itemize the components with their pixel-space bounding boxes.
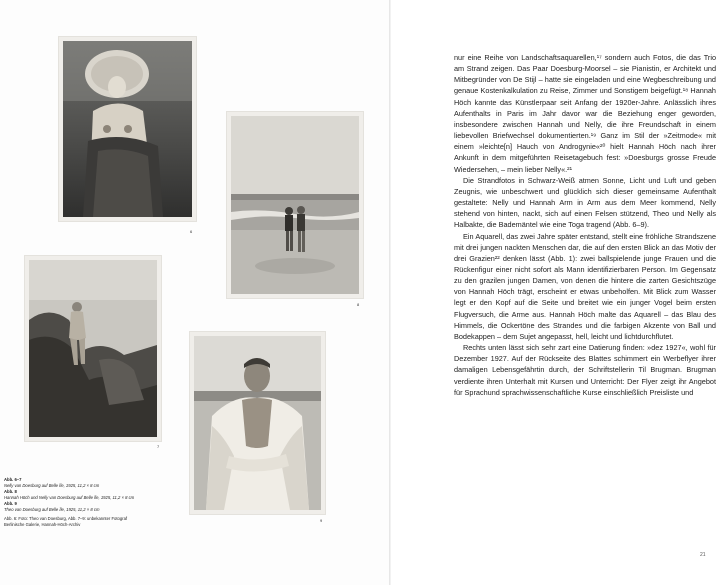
photo-man-beach-image [194, 336, 321, 510]
photo-woman-hat [59, 37, 196, 221]
paragraph-3: Ein Aquarell, das zwei Jahre später entstand, stellt eine fröhliche Strandszene mit drei jungen nackten Menschen dar, die auf den ersten Blick an das Motiv der drei Grazien²² denken lässt (Abb. 1): zwei ballspielende junge Frauen und die Rückenfigur einer nicht sofort als Mann identifizierbaren Person. Im Gegensatz zu den grazilen jungen Damen, von denen die hintere die zarten Gesichtszüge von Hannah Höch trägt, erscheint er etwas unbeholfen. Mit Blick zum Wasser legt er den Kopf auf die Seite und breitet wie ein junger Vogel beim ersten Flugversuch, die Arme aus. Hannah Höch malte das Aquarell – das Blau des Himmels, die Ockertöne des Strandes und die farbigen Akzente von Ball und Bodekappen – dem Sujet angepasst, hell, leicht und lichtdurchflutet. [454, 231, 716, 341]
caption-label: Abb. 8 [4, 489, 17, 494]
caption-label: Abb. 9 [4, 501, 17, 506]
paragraph-2: Die Strandfotos in Schwarz-Weiß atmen Sonne, Licht und Luft und geben Zeugnis, wie unbeschwert und glücklich sich dieser gemeinsame Aufenthalt gestaltete: Nelly und Hannah Arm in Arm aus dem Meer kommend, Nelly stehend von hinten, nackt, sich auf einen Felsen stützend, Theo und Nelly als Halbakte, die Bademäntel wie eine Toga tragend (Abb. 6–9). [454, 175, 716, 230]
page-number: 21 [700, 552, 706, 558]
body-text [454, 52, 716, 398]
caption-text: Nelly van Doesburg auf Belle Île, 1925, 11,2 × 8 cm [4, 483, 100, 488]
photo-credit-line-1: Abb. 6: Foto: Theo van Doesburg, Abb. 7–9: unbekannter Fotograf [4, 516, 128, 521]
caption-3 [4, 501, 204, 513]
photo-woman-hat-image [63, 41, 192, 217]
paragraph-1: nur eine Reihe von Landschaftsaquarellen,¹⁷ sondern auch Fotos, die das Trio am Strand zeigen. Das Paar Doesburg-Moorsel – sie Pianistin, er Architekt und Mitbegründer von De Stijl – hatte sie eingeladen und eine Wegbeschreibung und genaue Kostenkalkulation zu Reise, Zimmer und Sonstigem beigefügt.¹⁸ Hannah Höch kannte das Künstlerpaar seit Anfang der 1920er-Jahre. Anlässlich ihres Aufenthalts in Paris im Jahr davor war die Beziehung enger geworden, insbesondere zwischen Hannah und Nelly, die ihre Freundschaft in einem liebevollen Briefwechsel dokumentierten.¹⁹ Ganz im Stil der »Zeitmode« mit einem »leichte[n] Hauch von Androgynie«²⁰ hielt Hannah Höch nach ihrer Ankunft in dem mitgeführten Reisetagebuch fest: »Doesburgs grosse Freude Wiedersehen, – mein lieber Nelly«.²¹ [454, 53, 716, 174]
photo-number: 8 [357, 302, 360, 307]
photo-credit-line-2: Berlinische Galerie, Hannah-Höch-Archiv [4, 522, 81, 527]
caption-2 [4, 489, 204, 501]
photo-number: 6 [190, 229, 193, 234]
caption-1 [4, 477, 204, 489]
photo-number: 7 [157, 444, 160, 449]
photo-woman-rock [25, 256, 161, 441]
photo-couple-beach [227, 112, 363, 298]
paragraph-4: Rechts unten lässt sich sehr zart eine Datierung finden: »dez 1927«, wohl für Dezember 1927. Auf der Rückseite des Blattes schimmert ein Werbeflyer ihrer damaligen Lebensgefährtin durch, der Schriftstellerin Til Brugman. Brugman verdiente ihren Unterhalt mit Kursen und Unterricht: Der Flyer zeigt ihr Angebot für Sprachund sprachwissenschaftliche Kurse einschließlich Preisliste und [454, 343, 716, 397]
caption-text: Hannah Höch und Nelly van Doesburg auf Belle Île, 1925, 11,2 × 8 cm [4, 495, 135, 500]
photo-couple-beach-image [231, 116, 359, 294]
caption-label: Abb. 6–7 [4, 477, 22, 482]
photo-man-beach [190, 332, 325, 514]
caption-text: Theo van Doesburg auf Belle Île, 1925, 11,2 × 8 cm [4, 507, 100, 512]
figure-captions [4, 477, 204, 528]
photo-woman-rock-image [29, 260, 157, 437]
photo-number: 9 [320, 518, 323, 523]
